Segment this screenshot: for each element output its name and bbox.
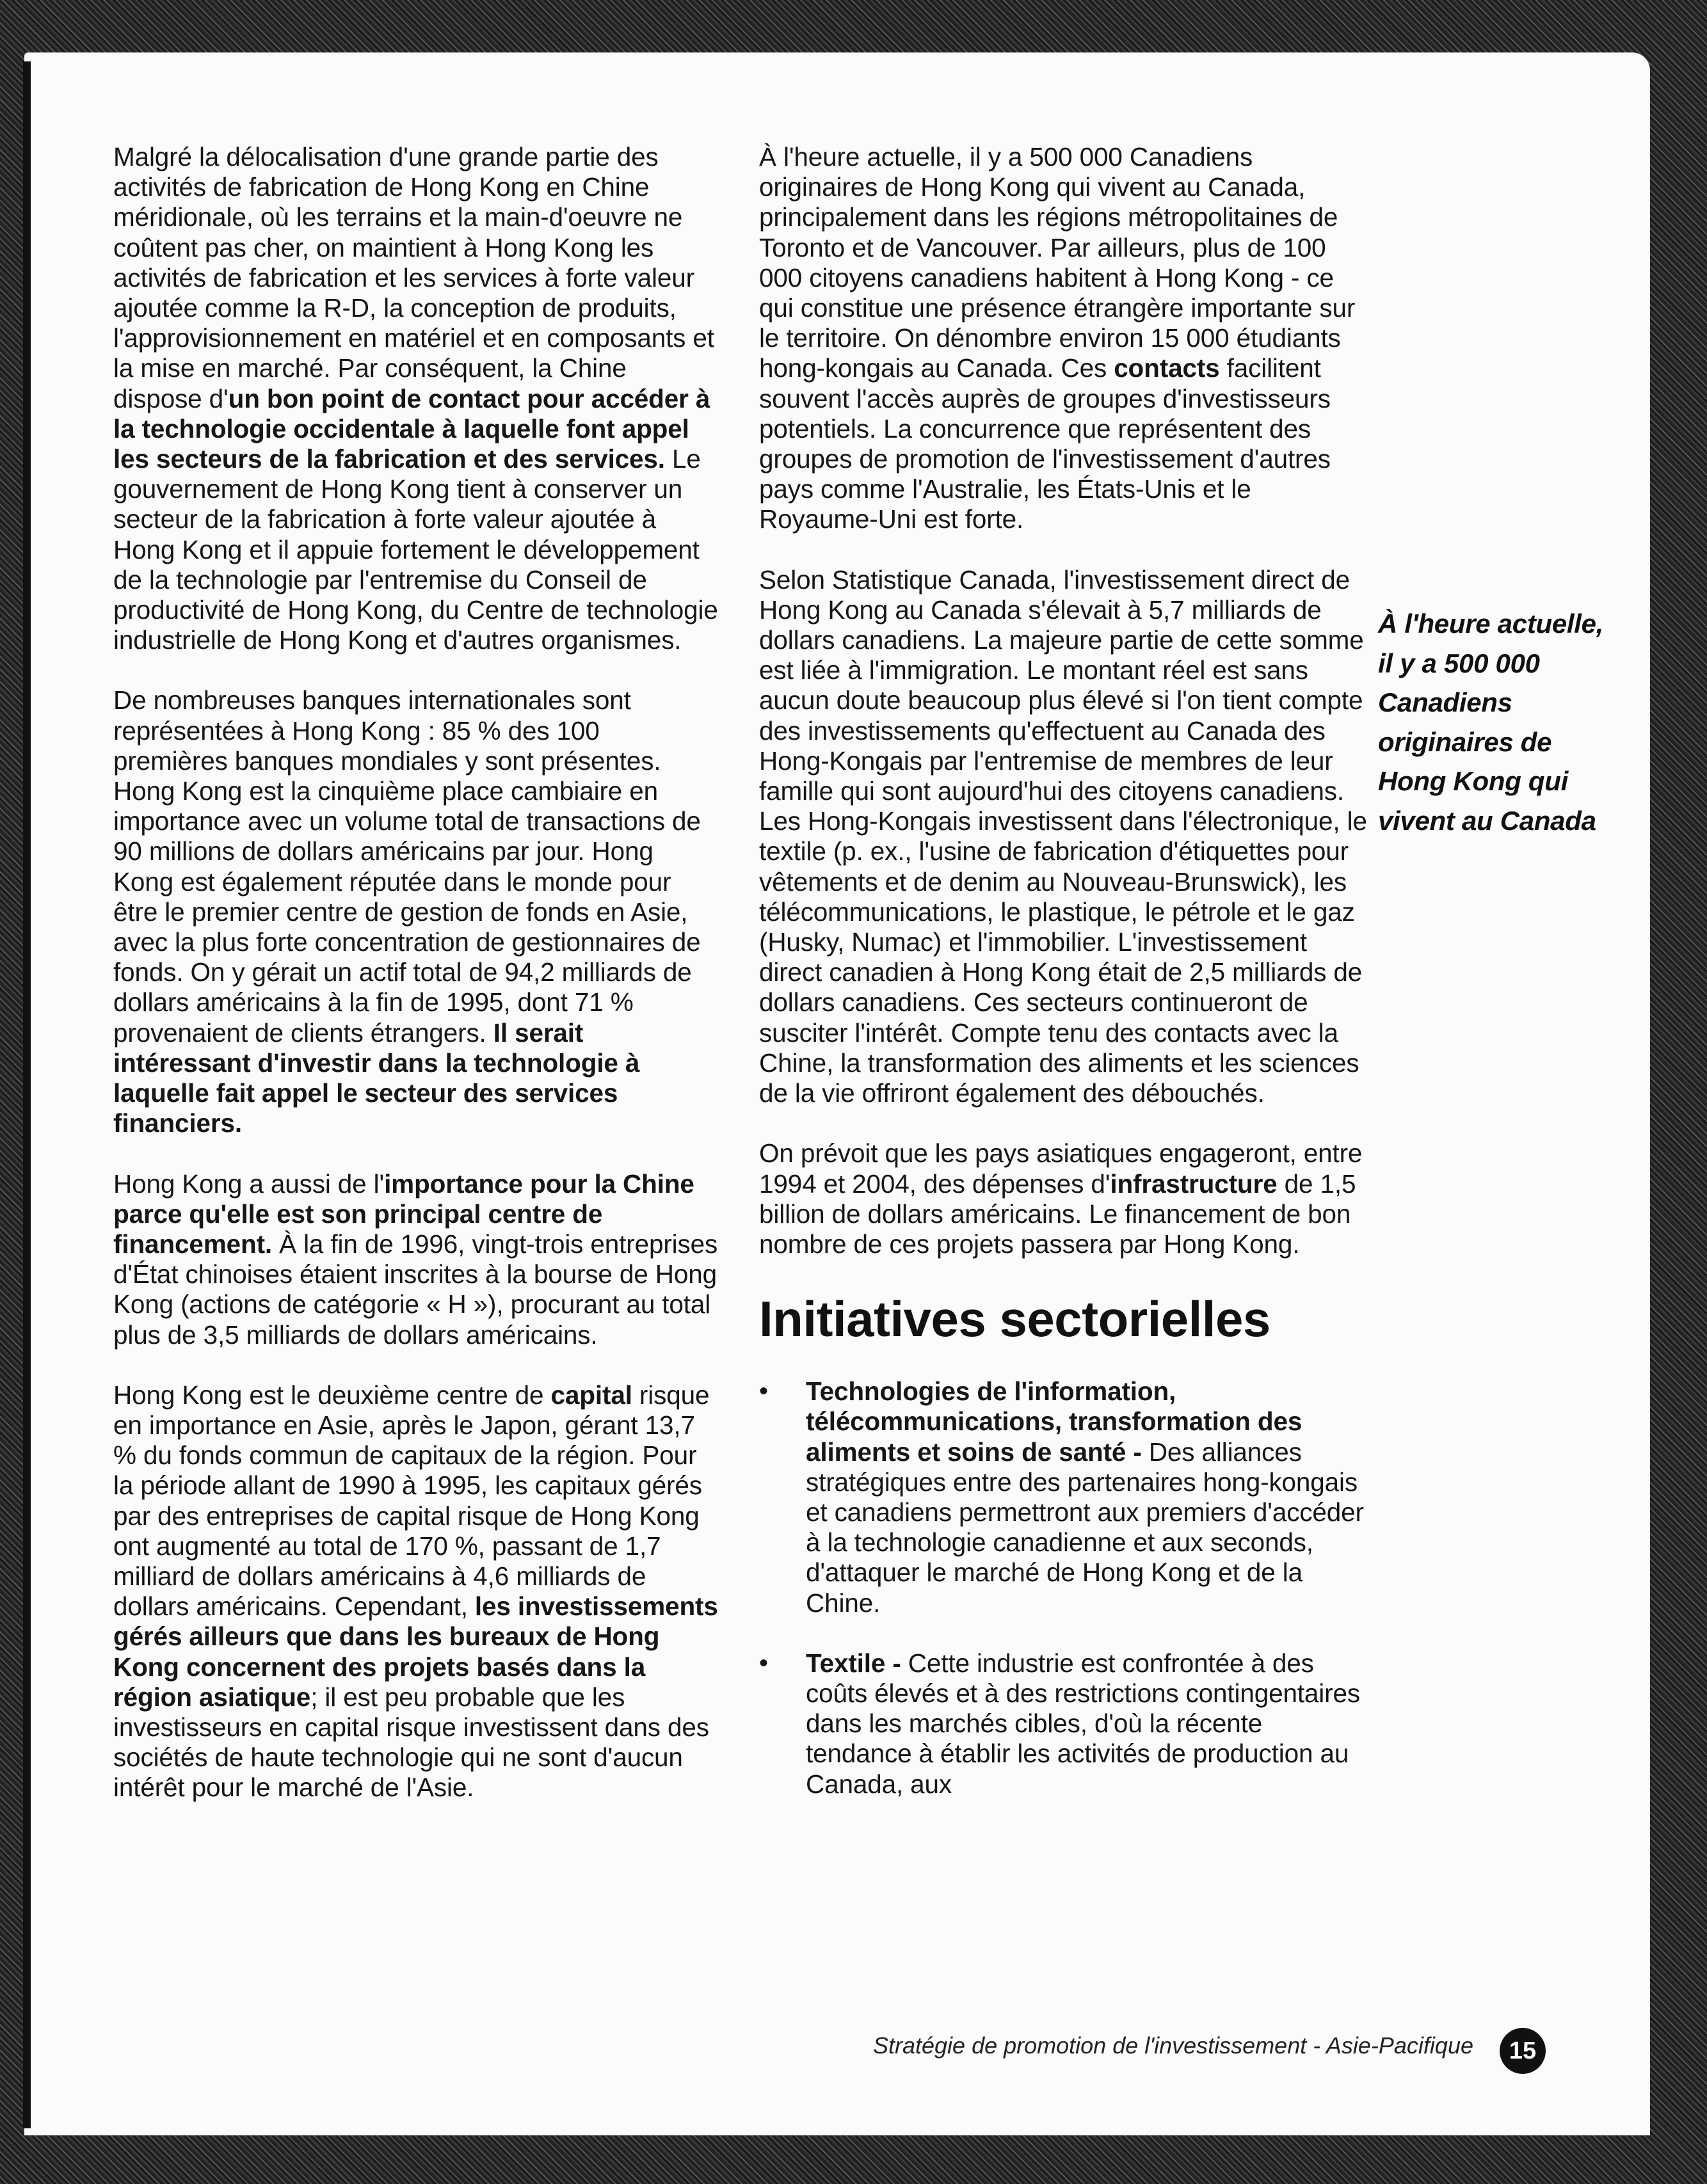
text-run: À l'heure actuelle, il y a 500 000 Canadiens originaires de Hong Kong qui vivent au Canada, principalement dans les régions métropolitaines de Toronto et de Vancouver. Par ailleurs, plus de 100 000 citoyens canadiens habitent à Hong Kong - ce qui constitue une présence étrangère importante sur le territoire. On dénombre environ 15 000 étudiants hong-kongais au Canada. Ces <box>759 142 1356 383</box>
paragraph-canadians <box>759 142 1367 535</box>
text-run: De nombreuses banques internationales sont représentées à Hong Kong : 85 % des 100 premières banques mondiales y sont présentes. Hong Kong est la cinquième place cambiaire en importance avec un volume total de transactions de 90 millions de dollars américains par jour. Hong Kong est également réputée dans le monde pour être le premier centre de gestion de fonds en Asie, avec la plus forte concentration de gestionnaires de fonds. On y gérait un actif total de 94,2 milliards de dollars américains à la fin de 1995, dont 71 % provenaient de clients étrangers. <box>113 685 701 1048</box>
text-run: On prévoit que les pays asiatiques engageront, entre 1994 et 2004, des dépenses d' <box>759 1138 1363 1199</box>
bold-run: les investissements gérés ailleurs que dans les bureaux de Hong Kong concernent des projets basés dans la région asiatique <box>113 1591 718 1712</box>
left-column <box>113 142 718 1833</box>
text-run: Des alliances stratégiques entre des partenaires hong-kongais et canadiens permettront aux premiers d'accéder à la technologie canadienne et aux seconds, d'attaquer le marché de Hong Kong et de la Chine. <box>806 1437 1364 1618</box>
initiatives-list <box>759 1376 1367 1799</box>
bullet-icon: • <box>759 1648 768 1677</box>
bullet-icon: • <box>759 1377 768 1406</box>
list-item <box>759 1376 1367 1618</box>
pull-quote: À l'heure actuelle, il y a 500 000 Canadiens originaires de Hong Kong qui vivent au Canada <box>1378 609 1604 836</box>
text-run: Hong Kong est le deuxième centre de <box>113 1380 551 1410</box>
page-number-badge: 15 <box>1500 2028 1546 2074</box>
paragraph-venture-capital <box>113 1380 718 1803</box>
middle-column <box>759 142 1367 1829</box>
paragraph-manufacturing <box>113 142 718 655</box>
paragraph-direct-investment <box>759 565 1367 1109</box>
footer-title: Stratégie de promotion de l'investissement - Asie-Pacifique <box>872 2032 1473 2059</box>
bold-run: contacts <box>1114 353 1220 383</box>
text-run: risque en importance en Asie, après le Japon, gérant 13,7 % du fonds commun de capitaux de la région. Pour la période allant de 1990 à 1995, les capitaux gérés par des entreprises de capital risque de Hong Kong ont augmenté au total de 170 %, passant de 1,7 milliard de dollars américains à 4,6 milliards de dollars américains. Cependant, <box>113 1380 710 1622</box>
bold-run: Textile - <box>806 1648 901 1678</box>
section-heading: Initiatives sectorielles <box>759 1291 1270 1348</box>
bold-run: un bon point de contact pour accéder à la technologie occidentale à laquelle font appel les secteurs de la fabrication et des services. <box>113 383 710 474</box>
bold-run: infrastructure <box>1110 1168 1278 1199</box>
binding-edge-line <box>23 61 31 2128</box>
text-run: facilitent souvent l'accès auprès de groupes d'investisseurs potentiels. La concurrence que représentent des groupes de promotion de l'investissement d'autres pays comme l'Australie, les États-Unis et le Royaume-Uni est forte. <box>759 353 1331 534</box>
text-run: de 1,5 billion de dollars américains. Le financement de bon nombre de ces projets passera par Hong Kong. <box>759 1168 1356 1259</box>
text-run: À la fin de 1996, vingt-trois entreprises d'État chinoises étaient inscrites à la bourse de Hong Kong (actions de catégorie « H »), procurant au total plus de 3,5 milliards de dollars américains. <box>113 1229 718 1350</box>
text-run: Le gouvernement de Hong Kong tient à conserver un secteur de la fabrication à forte valeur ajoutée à Hong Kong et il appuie fortement le développement de la technologie par l'entremise du Conseil de productivité de Hong Kong, du Centre de technologie industrielle de Hong Kong et d'autres organismes. <box>113 444 718 655</box>
list-item <box>759 1648 1367 1799</box>
bold-run: importance pour la Chine parce qu'elle est son principal centre de financement. <box>113 1168 694 1259</box>
bold-run: capital <box>550 1380 632 1410</box>
text-run: Hong Kong a aussi de l' <box>113 1168 385 1199</box>
text-run: Selon Statistique Canada, l'investissement direct de Hong Kong au Canada s'élevait à 5,7 milliards de dollars canadiens. La majeure partie de cette somme est liée à l'immigration. Le montant réel est sans aucun doute beaucoup plus élevé si l'on tient compte des investissements qu'effectuent au Canada des Hong-Kongais par l'entremise de membres de leur famille qui sont aujourd'hui des citoyens canadiens. Les Hong-Kongais investissent dans l'électronique, le textile (p. ex., l'usine de fabrication d'étiquettes pour vêtements et de denim au Nouveau-Brunswick), les télécommunications, le plastique, le pétrole et le gaz (Husky, Numac) et l'immobilier. L'investissement direct canadien à Hong Kong était de 2,5 milliards de dollars canadiens. Ces secteurs continueront de susciter l'intérêt. Compte tenu des contacts avec la Chine, la transformation des aliments et les sciences de la vie offriront également des débouchés. <box>759 564 1367 1108</box>
paragraph-infrastructure <box>759 1138 1367 1259</box>
text-run: Malgré la délocalisation d'une grande partie des activités de fabrication de Hong Kong en Chine méridionale, où les terrains et la main-d'oeuvre ne coûtent pas cher, on maintient à Hong Kong les activités de fabrication et les services à forte valeur ajoutée comme la R-D, la conception de produits, l'approvisionnement en matériel et en composants et la mise en marché. Par conséquent, la Chine dispose d' <box>113 142 714 413</box>
text-run: Cette industrie est confrontée à des coûts élevés et à des restrictions contingentaires dans les marchés cibles, d'où la récente tendance à établir les activités de production au Canada, aux <box>806 1648 1360 1799</box>
bold-run: Il serait intéressant d'investir dans la technologie à laquelle fait appel le secteur des services financiers. <box>113 1017 640 1138</box>
paragraph-banks <box>113 685 718 1138</box>
bold-run: Technologies de l'information, télécommunications, transformation des aliments et soins de santé - <box>806 1376 1302 1467</box>
paragraph-financing-center <box>113 1169 718 1350</box>
text-run: ; il est peu probable que les investisseurs en capital risque investissent dans des sociétés de haute technologie qui ne sont d'aucun intérêt pour le marché de l'Asie. <box>113 1682 709 1803</box>
